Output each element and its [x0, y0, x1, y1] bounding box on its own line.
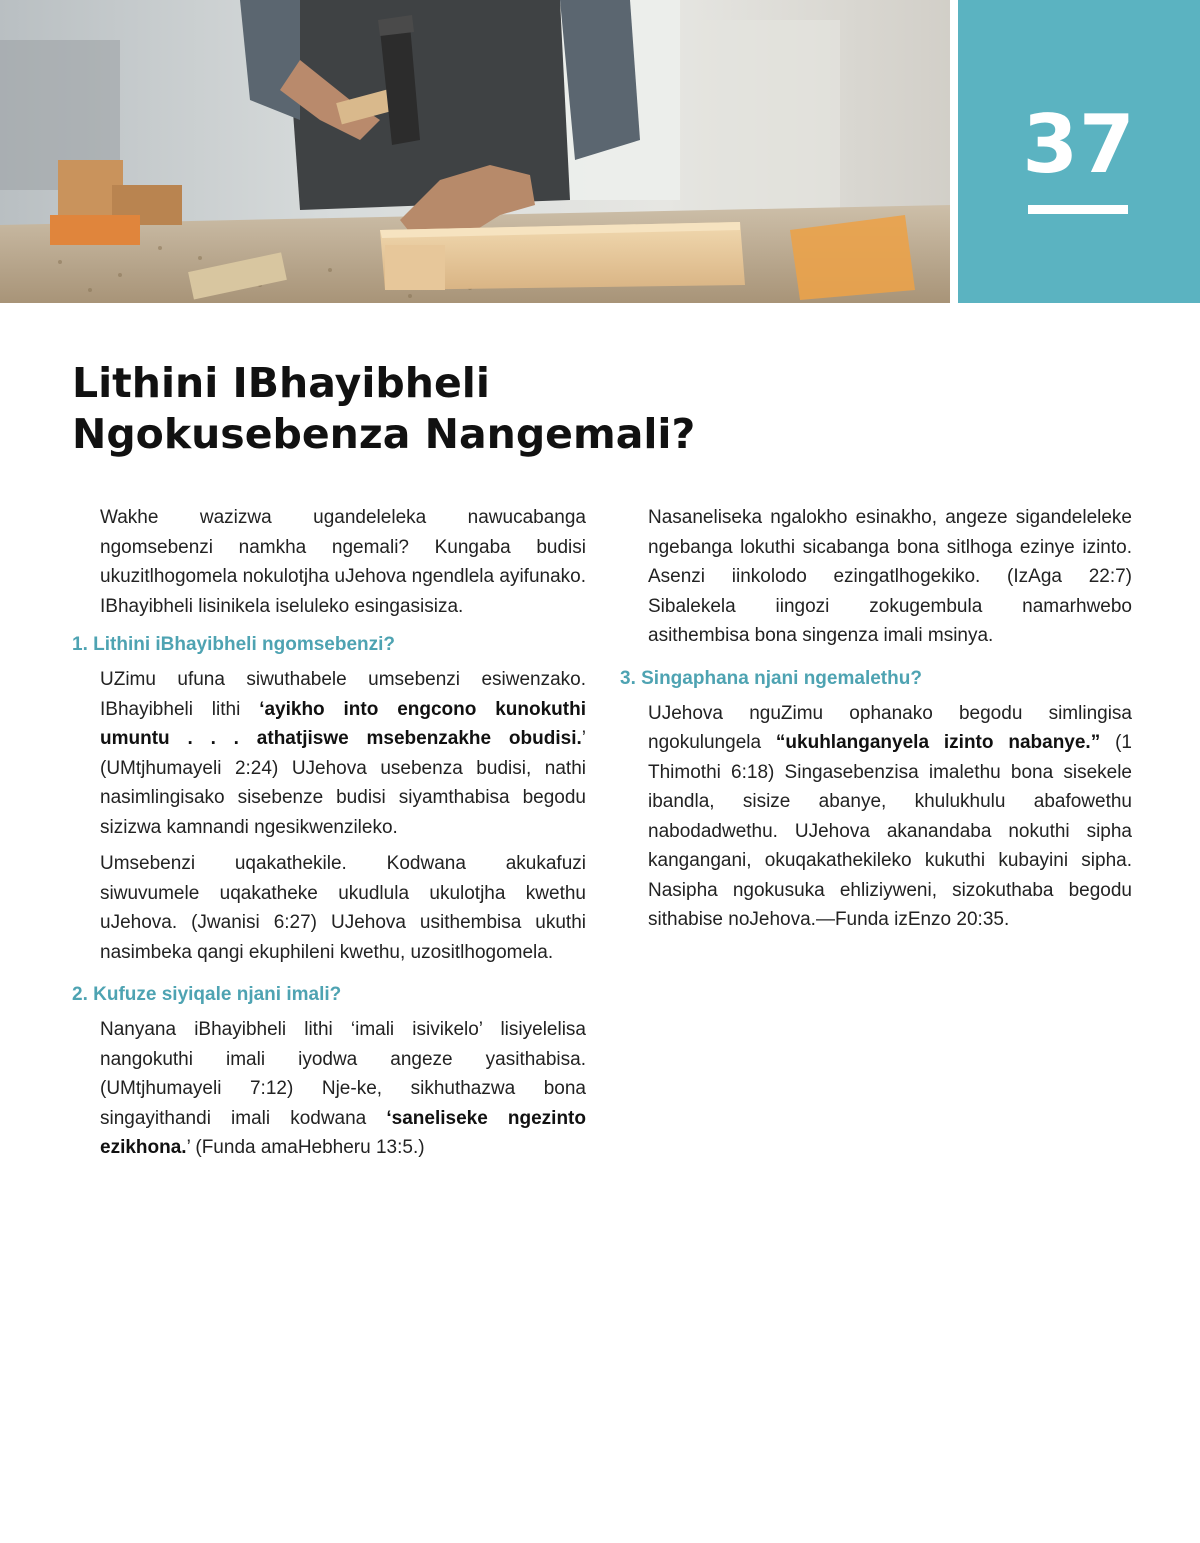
hero-photo — [0, 0, 950, 303]
section-3-paragraph-1-text-b: (1 Thimothi 6:18) Singasebenzisa imalethu bona sisekele ibandla, sisize abanye, khulukhulu abafowethu nabodadwethu. UJehova akanandaba nokuthi sipha kangangani, okuqakathekileko kukuthi kubayini sipha. Nasipha ngokusuka ehliziyweni, sizokuthaba begodu sithabise noJehova.—Funda izEnzo 20:35. — [648, 732, 1132, 930]
section-2-paragraph-1-bold: ‘saneliseke ngezinto ezikhona. — [100, 1107, 586, 1158]
left-column — [72, 503, 586, 1170]
section-1-heading: 1. Lithini iBhayibheli ngomsebenzi? — [72, 634, 396, 655]
section-1-paragraph-1-text-b: ’ (UMtjhumayeli 2:24) UJehova usebenza budisi, nathi nasimlingisako sisebenze budisi siyamthabisa begodu sizizwa kamnandi ngesikwenzileko. — [100, 728, 586, 838]
lesson-number: 37 — [1022, 98, 1136, 191]
section-2-paragraph-1 — [100, 1015, 586, 1163]
intro-paragraph: Wakhe wazizwa ugandeleleka nawucabanga ngomsebenzi namkha ngemali? Kungaba budisi ukuzitlhogomela nokulotjha uJehova ngendlela ayifunako. IBhayibheli lisinikela iseluleko esingasisiza. — [100, 507, 586, 617]
right-column — [620, 503, 1132, 942]
section-3-paragraph-1-text-a: UJehova nguZimu ophanako begodu simlingisa ngokulungela — [648, 702, 1132, 753]
section-3-paragraph-1 — [648, 699, 1132, 935]
page-title-line-2: Ngokusebenza Nangemali? — [72, 410, 696, 458]
page-title — [72, 358, 872, 460]
section-1-paragraph-1 — [100, 665, 586, 842]
carpenter-illustration — [0, 0, 950, 303]
page-title-line-1: Lithini IBhayibheli — [72, 359, 490, 407]
section-1-paragraph-2: Umsebenzi uqakathekile. Kodwana akukafuzi siwuvumele uqakatheke ukudlula ukulotjha kwethu uJehova. (Jwanisi 6:27) UJehova usithembisa ukuthi nasimbeka qangi ekuphileni kwethu, uzositlhogomela. — [100, 853, 586, 963]
section-1-paragraph-1-text-a: UZimu ufuna siwuthabele umsebenzi esiwenzako. IBhayibheli lithi — [100, 669, 586, 720]
section-3-heading: 3. Singaphana njani ngemalethu? — [620, 667, 922, 689]
section-2-heading: 2. Kufuze siyiqale njani imali? — [72, 984, 342, 1005]
section-2-paragraph-1-text-b: ’ (Funda amaHebheru 13:5.) — [186, 1137, 425, 1158]
section-2-paragraph-1-text-a: Nanyana iBhayibheli lithi ‘imali isivikelo’ lisiyelelisa nangokuthi imali iyodwa angeze yasithabisa. (UMtjhumayeli 7:12) Nje-ke, sikhuthazwa bona singayithandi imali kodwana — [100, 1019, 586, 1129]
section-1-paragraph-1-bold: ‘ayikho into engcono kunokuthi umuntu . . . athatjiswe msebenzakhe obudisi. — [100, 698, 586, 749]
lesson-number-panel — [958, 0, 1200, 303]
section-3-paragraph-1-bold: “ukuhlanganyela izinto nabanye.” — [775, 732, 1101, 753]
lesson-number-underline — [1028, 205, 1128, 214]
section-2-paragraph-2: Nasaneliseka ngalokho esinakho, angeze sigandeleleke ngebanga lokuthi sicabanga bona sitlhoga ezinye izinto. Asenzi iinkolodo ezingatlhogekiko. (IzAga 22:7) Sibalekela iingozi zokugembula namarhwebo asithembisa bona singenza imali msinya. — [648, 507, 1132, 646]
